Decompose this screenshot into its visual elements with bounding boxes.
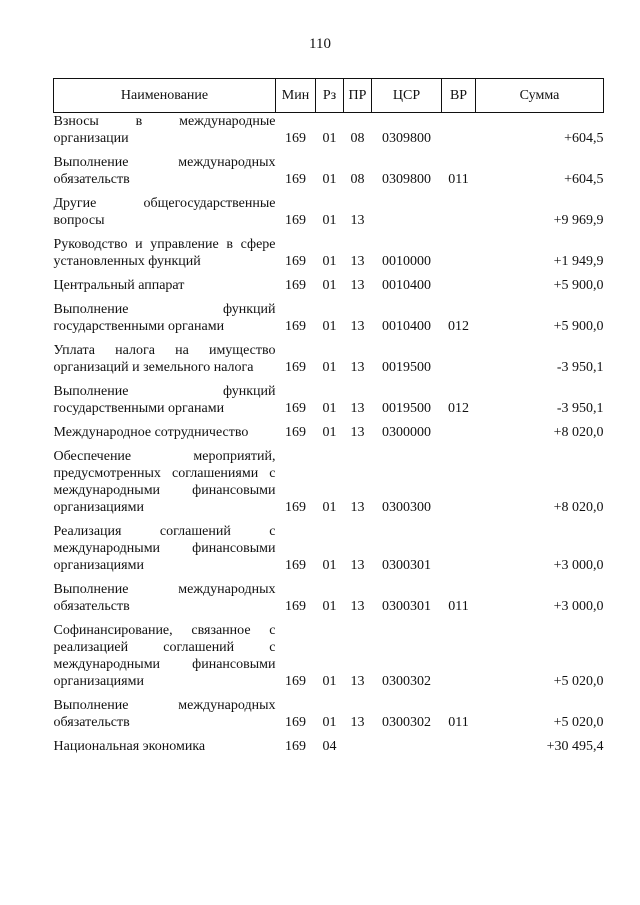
cell-name: Выполнение международных обязательств — [53, 582, 276, 614]
cell-vr — [442, 236, 476, 277]
cell-rz: 01 — [322, 500, 337, 515]
cell-sum: +30 495,4 — [546, 739, 604, 754]
cell-csr: 0300302 — [382, 715, 431, 730]
cell-rz: 01 — [322, 213, 337, 228]
cell-rz: 04 — [322, 739, 337, 754]
cell-vr: 011 — [448, 715, 469, 730]
cell-min: 169 — [285, 500, 306, 515]
cell-name: Выполнение международных обязательств — [53, 155, 276, 187]
table-row — [54, 301, 604, 342]
cell-rz: 01 — [322, 715, 337, 730]
cell-csr: 0300300 — [382, 500, 431, 515]
cell-vr: 011 — [448, 172, 469, 187]
header-csr: ЦСР — [372, 79, 442, 113]
cell-pr: 08 — [350, 131, 365, 146]
table-row — [54, 195, 604, 236]
cell-vr: 012 — [448, 319, 469, 334]
cell-pr: 13 — [350, 401, 365, 416]
header-rz: Рз — [316, 79, 344, 113]
cell-csr: 0300000 — [382, 425, 431, 440]
cell-sum: +9 969,9 — [553, 213, 604, 228]
cell-name: Уплата налога на имущество организаций и земельного налога — [53, 343, 276, 375]
cell-name: Другие общегосударственные вопросы — [53, 196, 276, 228]
cell-sum: -3 950,1 — [556, 401, 604, 416]
table-row — [54, 236, 604, 277]
table-header — [54, 79, 604, 113]
table-row — [54, 697, 604, 738]
cell-vr — [442, 113, 476, 155]
cell-rz: 01 — [322, 254, 337, 269]
cell-csr: 0300301 — [382, 558, 431, 573]
cell-min: 169 — [285, 674, 306, 689]
cell-vr: 011 — [448, 599, 469, 614]
cell-rz: 01 — [322, 558, 337, 573]
cell-csr: 0019500 — [382, 360, 431, 375]
cell-csr: 0309800 — [382, 172, 431, 187]
cell-vr — [442, 738, 476, 762]
cell-vr — [442, 195, 476, 236]
cell-pr: 13 — [350, 254, 365, 269]
cell-sum: +5 020,0 — [553, 674, 604, 689]
cell-min: 169 — [285, 319, 306, 334]
cell-pr: 13 — [350, 599, 365, 614]
cell-vr — [442, 448, 476, 523]
table-row — [54, 523, 604, 581]
cell-name: Национальная экономика — [53, 739, 206, 754]
cell-pr: 08 — [350, 172, 365, 187]
cell-sum: +604,5 — [564, 172, 604, 187]
cell-vr — [442, 523, 476, 581]
table-row — [54, 622, 604, 697]
cell-name: Выполнение функций государственными органами — [53, 384, 276, 416]
cell-pr: 13 — [350, 558, 365, 573]
cell-pr: 13 — [350, 278, 365, 293]
cell-vr: 012 — [448, 401, 469, 416]
table-row — [54, 424, 604, 448]
cell-name: Выполнение международных обязательств — [53, 698, 276, 730]
cell-csr — [372, 195, 442, 236]
budget-table — [53, 78, 604, 762]
cell-min: 169 — [285, 425, 306, 440]
cell-csr: 0309800 — [382, 131, 431, 146]
table-row — [54, 383, 604, 424]
cell-pr: 13 — [350, 319, 365, 334]
cell-rz: 01 — [322, 425, 337, 440]
cell-sum: +8 020,0 — [553, 425, 604, 440]
cell-csr: 0300302 — [382, 674, 431, 689]
cell-min: 169 — [285, 172, 306, 187]
cell-csr — [372, 738, 442, 762]
table-row — [54, 342, 604, 383]
cell-name: Обеспечение мероприятий, предусмотренных соглашениями с международными финансовыми организациями — [53, 449, 276, 515]
cell-pr: 13 — [350, 715, 365, 730]
cell-sum: +5 020,0 — [553, 715, 604, 730]
cell-sum: +8 020,0 — [553, 500, 604, 515]
header-row — [54, 79, 604, 113]
cell-min: 169 — [285, 558, 306, 573]
cell-vr — [442, 622, 476, 697]
cell-csr: 0010400 — [382, 278, 431, 293]
table-row — [54, 448, 604, 523]
header-pr: ПР — [344, 79, 372, 113]
header-sum: Сумма — [476, 79, 604, 113]
table-row — [54, 277, 604, 301]
cell-name: Международное сотрудничество — [53, 425, 249, 440]
cell-csr: 0019500 — [382, 401, 431, 416]
cell-rz: 01 — [322, 599, 337, 614]
cell-name: Реализация соглашений с международными финансовыми организациями — [53, 524, 276, 573]
cell-rz: 01 — [322, 674, 337, 689]
cell-min: 169 — [285, 254, 306, 269]
cell-sum: +5 900,0 — [553, 319, 604, 334]
table-row — [54, 738, 604, 762]
cell-min: 169 — [285, 715, 306, 730]
page-number: 110 — [309, 36, 331, 52]
cell-name: Софинансирование, связанное с реализацией соглашений с международными финансовыми организациями — [53, 623, 276, 689]
cell-min: 169 — [285, 599, 306, 614]
cell-pr: 13 — [350, 425, 365, 440]
cell-min: 169 — [285, 360, 306, 375]
cell-vr — [442, 424, 476, 448]
cell-rz: 01 — [322, 401, 337, 416]
table-row — [54, 581, 604, 622]
table-row — [54, 113, 604, 155]
cell-rz: 01 — [322, 278, 337, 293]
cell-pr: 13 — [350, 360, 365, 375]
cell-csr: 0010000 — [382, 254, 431, 269]
header-min: Мин — [276, 79, 316, 113]
cell-pr: 13 — [350, 500, 365, 515]
cell-min: 169 — [285, 131, 306, 146]
cell-sum: -3 950,1 — [556, 360, 604, 375]
cell-name: Центральный аппарат — [53, 278, 185, 293]
cell-sum: +5 900,0 — [553, 278, 604, 293]
header-name: Наименование — [54, 79, 276, 113]
cell-name: Выполнение функций государственными органами — [53, 302, 276, 334]
cell-sum: +3 000,0 — [553, 558, 604, 573]
cell-name: Взносы в международные организации — [53, 114, 276, 146]
cell-pr: 13 — [350, 213, 365, 228]
cell-name: Руководство и управление в сфере установленных функций — [53, 237, 276, 269]
cell-vr — [442, 277, 476, 301]
cell-csr: 0010400 — [382, 319, 431, 334]
cell-csr: 0300301 — [382, 599, 431, 614]
cell-pr — [344, 738, 372, 762]
cell-sum: +1 949,9 — [553, 254, 604, 269]
cell-vr — [442, 342, 476, 383]
table-body — [54, 113, 604, 763]
table-row — [54, 154, 604, 195]
cell-rz: 01 — [322, 131, 337, 146]
cell-pr: 13 — [350, 674, 365, 689]
cell-min: 169 — [285, 739, 306, 754]
cell-min: 169 — [285, 278, 306, 293]
header-vr: ВР — [442, 79, 476, 113]
cell-min: 169 — [285, 213, 306, 228]
cell-rz: 01 — [322, 319, 337, 334]
cell-rz: 01 — [322, 172, 337, 187]
cell-sum: +604,5 — [564, 131, 604, 146]
cell-sum: +3 000,0 — [553, 599, 604, 614]
cell-rz: 01 — [322, 360, 337, 375]
cell-min: 169 — [285, 401, 306, 416]
